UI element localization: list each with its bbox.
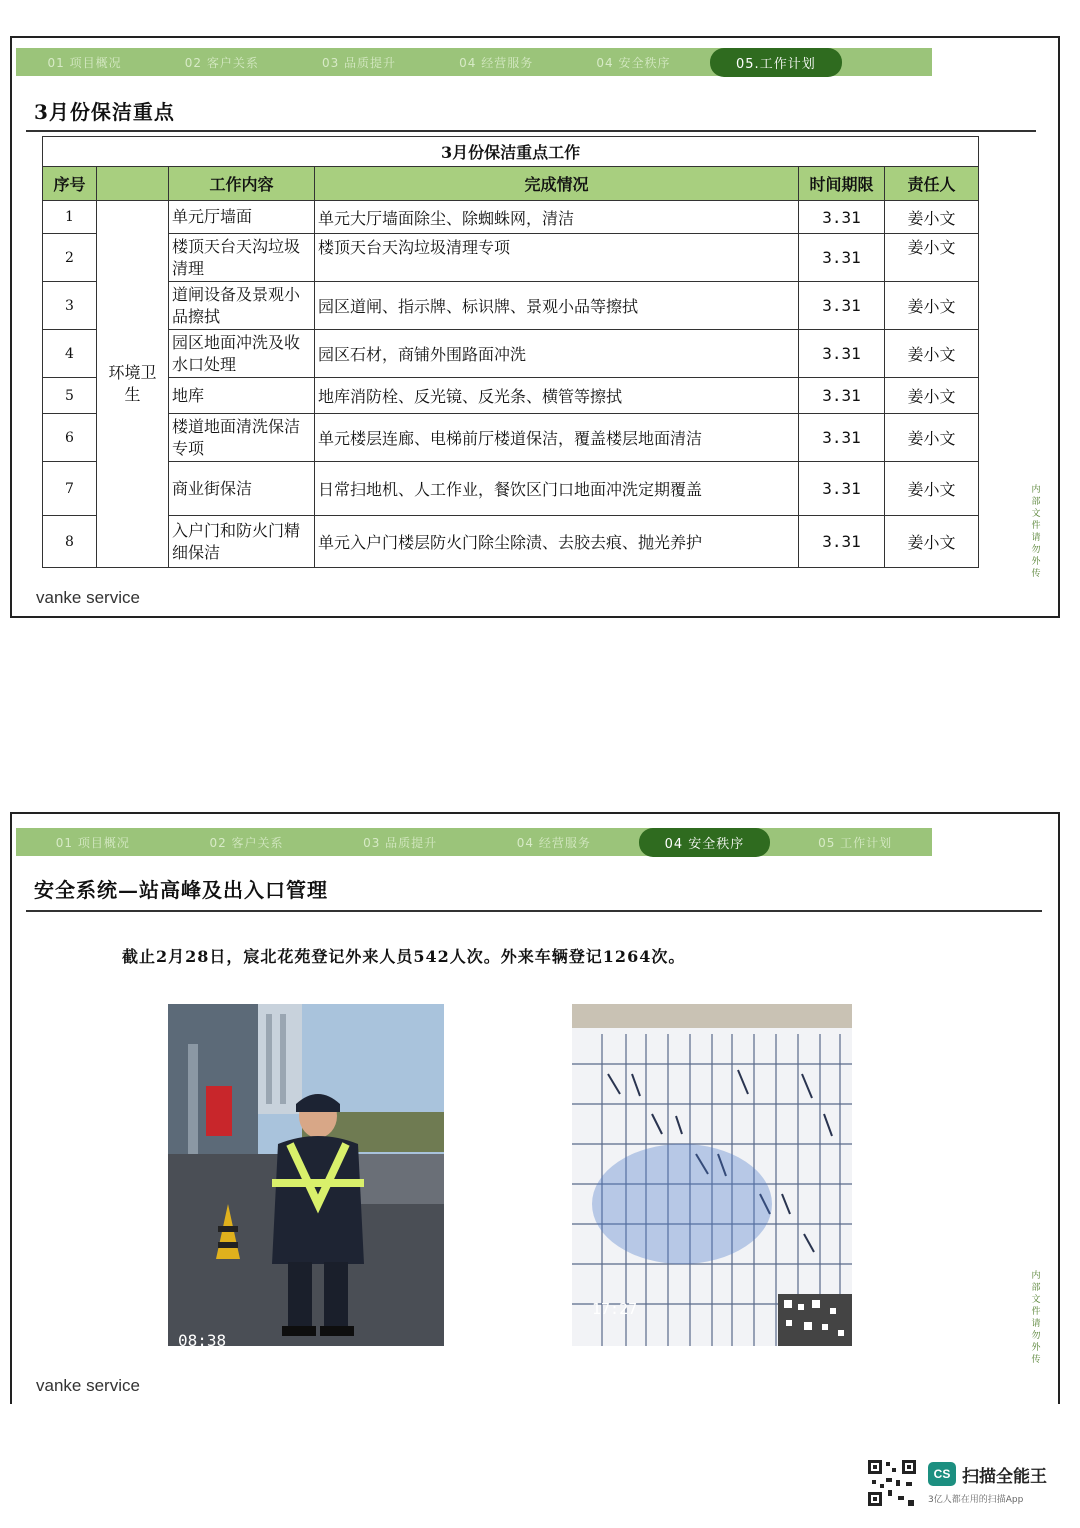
nav-item-customer[interactable]: 02 客户关系 xyxy=(184,55,259,70)
row-work: 入户门和防火门精细保洁 xyxy=(169,516,315,568)
nav-item-quality[interactable]: 03 品质提升 xyxy=(363,835,438,850)
header-deadline: 时间期限 xyxy=(799,167,885,201)
category-label: 环境卫生 xyxy=(108,363,157,404)
slide-title: 3月份保洁重点 xyxy=(34,100,175,124)
row-work: 园区地面冲洗及收水口处理 xyxy=(169,330,315,378)
table-header-row xyxy=(43,167,979,201)
row-work: 单元厅墙面 xyxy=(169,201,315,234)
table-caption: 3月份保洁重点工作 xyxy=(43,137,979,167)
table-row xyxy=(43,282,979,330)
nav-item-work-plan[interactable]: 05 工作计划 xyxy=(818,835,893,850)
slide-safety-system xyxy=(10,812,1060,1404)
row-owner: 姜小文 xyxy=(885,234,979,282)
header-owner: 责任人 xyxy=(885,167,979,201)
row-status: 单元大厅墙面除尘、除蜘蛛网，清洁 xyxy=(315,201,799,234)
nav-item-overview[interactable]: 01 项目概况 xyxy=(47,55,122,70)
row-no: 1 xyxy=(43,201,97,234)
row-work: 楼顶天台天沟垃圾清理 xyxy=(169,234,315,282)
row-status: 楼顶天台天沟垃圾清理专项 xyxy=(315,234,799,282)
row-deadline: 3.31 xyxy=(799,282,885,330)
section-nav-bar xyxy=(16,828,932,856)
row-owner: 姜小文 xyxy=(885,330,979,378)
row-deadline: 3.31 xyxy=(799,201,885,234)
slide-title: 安全系统—站高峰及出入口管理 xyxy=(34,878,328,902)
table-row xyxy=(43,201,979,234)
header-status: 完成情况 xyxy=(315,167,799,201)
nav-item-quality[interactable]: 03 品质提升 xyxy=(321,55,397,70)
row-status: 单元入户门楼层防火门除尘除渍、去胶去痕、抛光养护 xyxy=(315,516,799,568)
section-nav-bar xyxy=(16,48,932,76)
row-no: 8 xyxy=(43,516,97,568)
table-row xyxy=(43,330,979,378)
nav-item-work-plan-active[interactable]: 05.工作计划 xyxy=(710,48,842,77)
row-status: 园区石材，商铺外围路面冲洗 xyxy=(315,330,799,378)
table-row xyxy=(43,414,979,462)
table-row xyxy=(43,378,979,414)
row-owner: 姜小文 xyxy=(885,378,979,414)
header-no: 序号 xyxy=(43,167,97,201)
row-deadline: 3.31 xyxy=(799,516,885,568)
row-work: 地库 xyxy=(169,378,315,414)
table-row xyxy=(43,462,979,516)
category-cell xyxy=(97,201,169,568)
cleaning-task-table xyxy=(42,136,979,568)
slide-cleaning-plan xyxy=(10,36,1060,618)
nav-item-safety[interactable]: 04 安全秩序 xyxy=(596,55,671,70)
row-owner: 姜小文 xyxy=(885,516,979,568)
row-status: 地库消防栓、反光镜、反光条、横管等擦拭 xyxy=(315,378,799,414)
registration-log-photo xyxy=(572,1004,852,1346)
scanner-app-name: 扫描全能王 xyxy=(962,1467,1047,1487)
camscanner-logo-icon: CS xyxy=(928,1462,956,1486)
row-no: 2 xyxy=(43,234,97,282)
row-work: 商业街保洁 xyxy=(169,462,315,516)
row-owner: 姜小文 xyxy=(885,414,979,462)
qr-code-icon xyxy=(866,1458,918,1508)
brand-logo: vanke service xyxy=(36,1376,140,1395)
scanner-app-watermark xyxy=(866,1458,1066,1512)
title-divider xyxy=(26,910,1042,912)
row-deadline: 3.31 xyxy=(799,462,885,516)
row-owner: 姜小文 xyxy=(885,282,979,330)
visitor-stat-line: 截止2月28日，宸北花苑登记外来人员542人次。外来车辆登记1264次。 xyxy=(122,947,686,966)
row-deadline: 3.31 xyxy=(799,234,885,282)
row-no: 7 xyxy=(43,462,97,516)
row-no: 5 xyxy=(43,378,97,414)
nav-item-safety-active[interactable]: 04 安全秩序 xyxy=(639,828,771,857)
title-divider xyxy=(26,130,1036,132)
guard-photo-illustration xyxy=(168,1004,444,1346)
row-status: 园区道闸、指示牌、标识牌、景观小品等擦拭 xyxy=(315,282,799,330)
table-row xyxy=(43,234,979,282)
row-no: 3 xyxy=(43,282,97,330)
row-status: 日常扫地机、人工作业，餐饮区门口地面冲洗定期覆盖 xyxy=(315,462,799,516)
row-work: 道闸设备及景观小品擦拭 xyxy=(169,282,315,330)
row-deadline: 3.31 xyxy=(799,330,885,378)
row-deadline: 3.31 xyxy=(799,414,885,462)
header-blank xyxy=(97,167,169,201)
row-deadline: 3.31 xyxy=(799,378,885,414)
row-no: 6 xyxy=(43,414,97,462)
internal-doc-note: 内部文件 请勿外传 xyxy=(1031,485,1041,579)
nav-item-business[interactable]: 04 经营服务 xyxy=(459,55,534,70)
row-work: 楼道地面清洗保洁专项 xyxy=(169,414,315,462)
brand-logo: vanke service xyxy=(36,588,140,607)
header-work: 工作内容 xyxy=(169,167,315,201)
row-status: 单元楼层连廊、电梯前厅楼道保洁，覆盖楼层地面清洁 xyxy=(315,414,799,462)
internal-doc-note: 内部文件 请勿外传 xyxy=(1031,1271,1041,1365)
scanner-tagline: 3亿人都在用的扫描App xyxy=(928,1495,1024,1505)
log-book-illustration xyxy=(572,1004,852,1346)
table-row xyxy=(43,516,979,568)
guard-photo xyxy=(168,1004,444,1346)
nav-item-overview[interactable]: 01 项目概况 xyxy=(55,835,130,850)
photo-timestamp: 17:27 xyxy=(592,1300,638,1318)
nav-item-business[interactable]: 04 经营服务 xyxy=(516,835,591,850)
row-owner: 姜小文 xyxy=(885,201,979,234)
row-no: 4 xyxy=(43,330,97,378)
table-caption-row xyxy=(43,137,979,167)
nav-item-customer[interactable]: 02 客户关系 xyxy=(209,835,284,850)
row-owner: 姜小文 xyxy=(885,462,979,516)
photo-timestamp: 08:38 xyxy=(178,1331,227,1346)
